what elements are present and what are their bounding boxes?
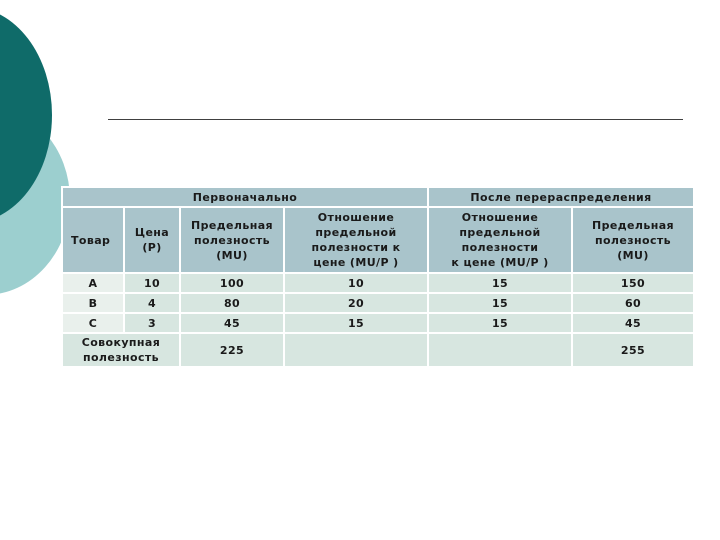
cell-mu-p-initial: 15 (284, 313, 428, 333)
cell-mu-p-initial: 20 (284, 293, 428, 313)
column-header-mu-after: Предельная полезность (MU) (572, 207, 694, 273)
group-header-row (62, 187, 694, 207)
cell-mu-initial: 100 (180, 273, 284, 293)
cell-mu-initial: 80 (180, 293, 284, 313)
cell-price: 10 (124, 273, 180, 293)
total-empty-cell (428, 333, 572, 367)
column-header-mu-p-initial: Отношение предельной полезности к цене (MU/P ) (284, 207, 428, 273)
cell-product: B (62, 293, 124, 313)
cell-mu-after: 45 (572, 313, 694, 333)
column-header-mu-p-after: Отношение предельной полезности к цене (MU/P ) (428, 207, 572, 273)
table-row (62, 293, 694, 313)
cell-product: C (62, 313, 124, 333)
column-header-price: Цена (P) (124, 207, 180, 273)
cell-mu-after: 60 (572, 293, 694, 313)
cell-mu-initial: 45 (180, 313, 284, 333)
cell-mu-p-after: 15 (428, 313, 572, 333)
group-header-initial: Первоначально (62, 187, 428, 207)
column-header-mu-initial: Предельная полезность (MU) (180, 207, 284, 273)
table-row (62, 313, 694, 333)
utility-table (61, 186, 695, 368)
title-divider-line (108, 119, 683, 120)
column-header-product: Товар (62, 207, 124, 273)
cell-mu-p-after: 15 (428, 273, 572, 293)
cell-mu-p-after: 15 (428, 293, 572, 313)
cell-price: 4 (124, 293, 180, 313)
total-initial-value: 225 (180, 333, 284, 367)
total-row (62, 333, 694, 367)
total-label: Совокупная полезность (62, 333, 180, 367)
group-header-after: После перераспределения (428, 187, 694, 207)
total-empty-cell (284, 333, 428, 367)
column-header-row (62, 207, 694, 273)
table-row (62, 273, 694, 293)
cell-product: A (62, 273, 124, 293)
cell-mu-after: 150 (572, 273, 694, 293)
total-after-value: 255 (572, 333, 694, 367)
cell-mu-p-initial: 10 (284, 273, 428, 293)
cell-price: 3 (124, 313, 180, 333)
